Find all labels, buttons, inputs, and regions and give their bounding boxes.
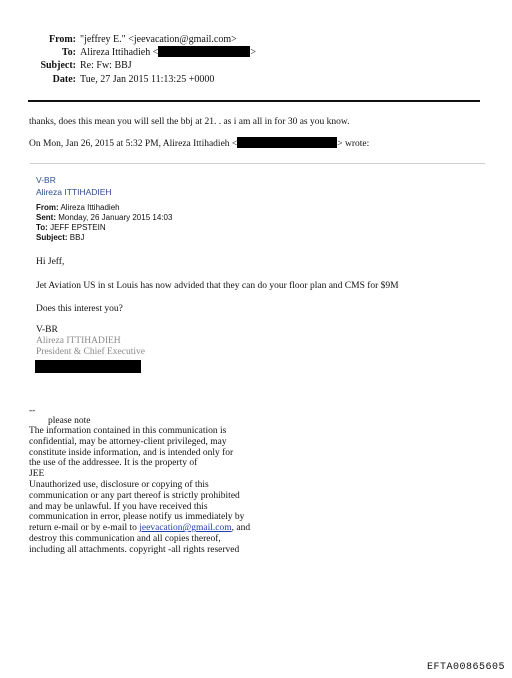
notice-heading: please note [48,416,91,426]
on-wrote-suffix: > wrote: [337,139,370,149]
on-wrote-prefix: On Mon, Jan 26, 2015 at 5:32 PM, Alireza Ittihadieh < [29,139,238,149]
question-text: Does this interest you? [36,304,123,314]
fwd-subject-value: BBJ [69,233,85,242]
notice-line: including all attachments. copyright -all rights reserved [29,544,240,555]
notice-line: constitute inside information, and is intended only for [29,447,234,458]
fwd-to-value: JEFF EPSTEIN [50,223,106,232]
quote-divider [30,163,485,164]
from-label: From: [48,34,76,45]
subject-label: Subject: [40,60,76,71]
message-text: Jet Aviation US in st Louis has now advided that they can do your floor plan and CMS for $9M [36,281,399,291]
bates-number: EFTA00865605 [426,662,505,673]
notice-line: confidential, may be attorney-client privileged, may [29,436,227,447]
fwd-to-row [36,223,106,233]
to-tail: > [250,47,257,58]
fwd-from-row [36,203,120,213]
to-name: Alireza Ittihadieh < [80,47,159,58]
fwd-from-label: From: [36,203,59,212]
quote-sig-name: Alireza ITTIHADIEH [36,187,112,197]
confidentiality-notice [29,426,250,556]
fwd-sent-value: Monday, 26 January 2015 14:03 [58,213,173,222]
fwd-subject-label: Subject: [36,233,68,242]
notice-line: Unauthorized use, disclosure or copying of this [29,479,209,490]
notice-return-line [29,523,250,534]
notice-line: JEE [29,469,45,480]
subject-value: Re: Fw: BBJ [80,60,132,71]
signature-dashes: -- [29,406,36,416]
return-prefix: return e-mail or by e-mail to [29,523,140,534]
notice-line: the use of the addressee. It is the property of [29,458,198,469]
sign-name: Alireza ITTIHADIEH [36,336,121,346]
notice-line: The information contained in this communication is [29,426,227,436]
redaction-box [237,137,337,148]
on-wrote-line [29,137,369,150]
redaction-box [35,360,141,373]
notice-line: communication or any part thereof is strictly prohibited [29,490,240,501]
fwd-sent-row [36,213,172,223]
sign-vbr: V-BR [36,325,58,335]
sign-title: President & Chief Executive [36,347,145,357]
fwd-to-label: To: [36,223,48,232]
notice-line: and may be unlawful. If you have received this [29,501,208,512]
date-value: Tue, 27 Jan 2015 11:13:25 +0000 [80,74,215,85]
from-value: "jeffrey E." <jeevacation@gmail.com> [80,34,237,45]
to-value [80,46,256,60]
email-link[interactable]: jeevacation@gmail.com [139,523,232,534]
fwd-from-value: Alireza Ittihadieh [60,203,120,212]
redaction-box [158,46,250,57]
fwd-sent-label: Sent: [36,213,56,222]
fwd-subject-row [36,233,84,243]
header-divider [28,100,480,102]
notice-line: communication in error, please notify us immediately by [29,512,245,523]
quote-sig-top: V-BR [36,175,56,185]
date-label: Date: [52,74,76,85]
greeting: Hi Jeff, [36,257,65,267]
to-label: To: [61,47,76,58]
return-suffix: , and [231,523,251,534]
notice-line: destroy this communication and all copies thereof, [29,533,221,544]
reply-line: thanks, does this mean you will sell the bbj at 21. . as i am all in for 30 as you know. [29,117,350,127]
